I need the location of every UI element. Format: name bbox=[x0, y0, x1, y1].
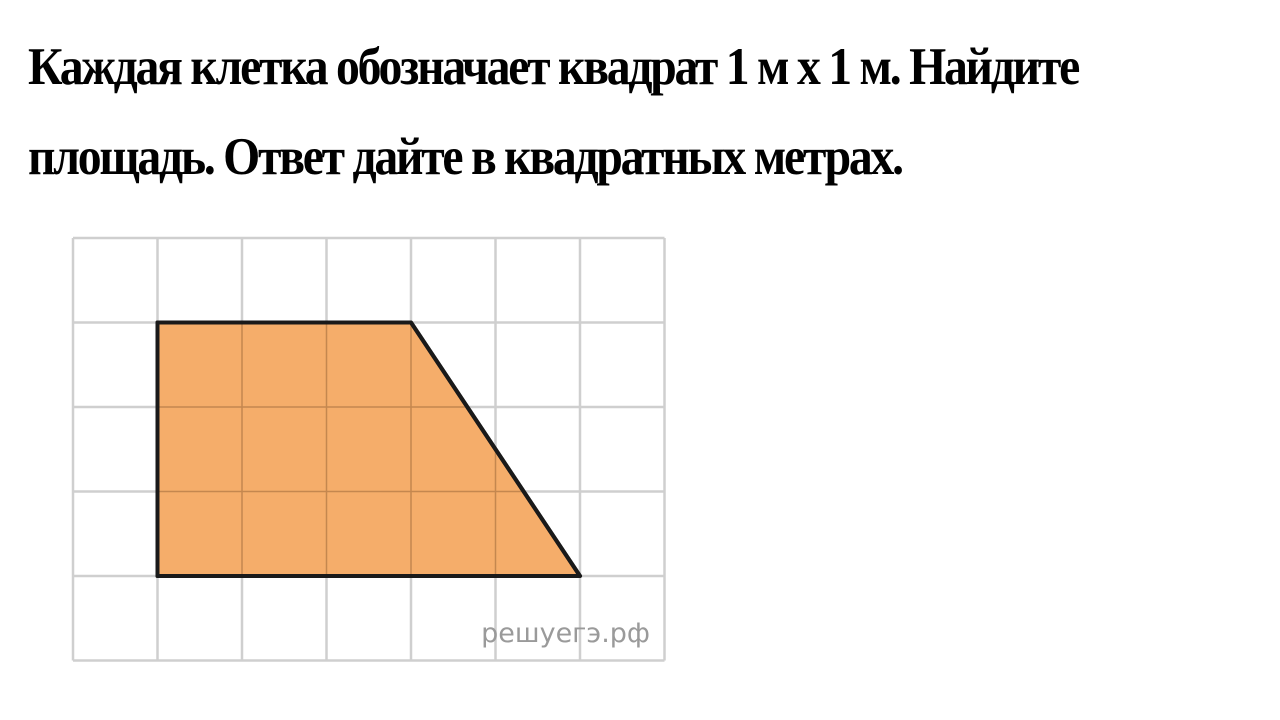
problem-statement bbox=[28, 22, 1144, 202]
watermark-text: решуегэ.рф bbox=[481, 618, 650, 649]
trapezoid-shape bbox=[158, 323, 581, 577]
problem-line-1: Каждая клетка обозначает квадрат 1 м х 1 м. Найдите bbox=[28, 38, 1078, 96]
problem-line-2: площадь. Ответ дайте в квадратных метрах. bbox=[28, 128, 902, 186]
grid-figure-svg bbox=[60, 228, 680, 668]
grid-figure bbox=[60, 228, 680, 668]
